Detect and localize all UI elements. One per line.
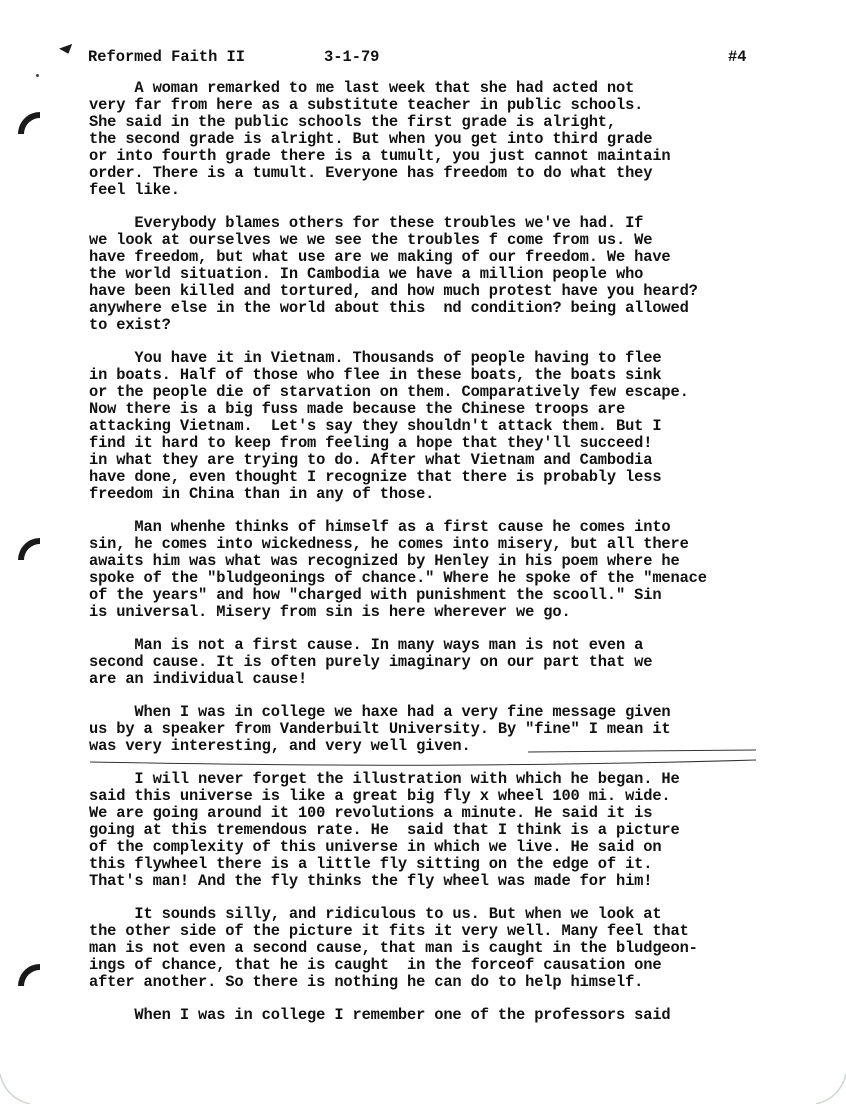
text-line: we look at ourselves we we see the troubles f come from us. We (89, 231, 653, 249)
text-line: sin, he comes into wickedness, he comes into misery, but all there (89, 535, 689, 553)
text-line: the other side of the picture it fits it very well. Many feel that (89, 922, 689, 940)
text-line: spoke of the "bludgeonings of chance." Where he spoke of the "menace (89, 569, 707, 587)
text-line: the world situation. In Cambodia we have a million people who (89, 265, 644, 283)
punch-hole-icon (18, 964, 40, 986)
text-line: have freedom, but what use are we making of our freedom. We have (89, 248, 671, 266)
text-line: We are going around it 100 revolutions a minute. He said it is (89, 804, 653, 822)
punch-hole-icon (18, 112, 40, 134)
page-corner-icon (806, 1064, 846, 1104)
text-line: I will never forget the illustration with which he began. He (89, 770, 680, 788)
text-line: in what they are trying to do. After what Vietnam and Cambodia (89, 451, 653, 469)
text-line: attacking Vietnam. Let's say they shouldn't attack them. But I (89, 417, 662, 435)
text-line: order. There is a tumult. Everyone has freedom to do what they (89, 164, 653, 182)
text-line: When I was in college we haxe had a very fine message given (89, 703, 671, 721)
text-line: is universal. Misery from sin is here wherever we go. (89, 603, 571, 621)
document-title: Reformed Faith II (88, 48, 246, 66)
text-line: have been killed and tortured, and how much protest have you heard? (89, 282, 698, 300)
text-line: feel like. (89, 181, 180, 199)
ink-dot (36, 74, 39, 77)
paragraph (89, 906, 809, 991)
paragraph (89, 771, 809, 890)
text-line: second cause. It is often purely imaginary on our part that we (89, 653, 653, 671)
text-line: to exist? (89, 316, 171, 334)
text-line: after another. So there is nothing he can do to help himself. (89, 973, 644, 991)
paragraph (89, 1007, 809, 1024)
text-line: awaits him was what was recognized by Henley in his poem where he (89, 552, 680, 570)
text-line: ings of chance, that he is caught in the forceof causation one (89, 956, 662, 974)
page-number: #4 (728, 48, 747, 66)
text-line: was very interesting, and very well given. (89, 737, 471, 755)
text-line: very far from here as a substitute teacher in public schools. (89, 96, 644, 114)
text-line: Now there is a big fuss made because the Chinese troops are (89, 400, 626, 418)
text-line: Man is not a first cause. In many ways man is not even a (89, 636, 644, 654)
text-line: Everybody blames others for these troubles we've had. If (89, 214, 644, 232)
paragraph (89, 519, 809, 621)
text-line: That's man! And the fly thinks the fly wheel was made for him! (89, 872, 653, 890)
document-date: 3-1-79 (324, 48, 380, 66)
arrow-mark-icon (59, 44, 75, 56)
paragraph (89, 350, 809, 503)
text-line: of the years" and how "charged with punishment the scooll." Sin (89, 586, 662, 604)
text-line: man is not even a second cause, that man is caught in the bludgeon- (89, 939, 698, 957)
text-line: are an individual cause! (89, 670, 308, 688)
text-line: us by a speaker from Vanderbuilt University. By "fine" I mean it (89, 720, 671, 738)
text-line: freedom in China than in any of those. (89, 485, 435, 503)
paragraph (89, 637, 809, 688)
text-line: A woman remarked to me last week that she had acted not (89, 79, 635, 97)
text-line: You have it in Vietnam. Thousands of people having to flee (89, 349, 662, 367)
page-header (88, 47, 758, 67)
text-line: said this universe is like a great big fly x wheel 100 mi. wide. (89, 787, 671, 805)
pen-underline-icon (88, 748, 758, 770)
text-line: going at this tremendous rate. He said that I think is a picture (89, 821, 680, 839)
text-line: or the people die of starvation on them. Comparatively few escape. (89, 383, 689, 401)
text-line: It sounds silly, and ridiculous to us. But when we look at (89, 905, 662, 923)
text-line: anywhere else in the world about this nd condition? being allowed (89, 299, 689, 317)
text-line: this flywheel there is a little fly sitting on the edge of it. (89, 855, 653, 873)
text-line: She said in the public schools the first grade is alright, (89, 113, 616, 131)
text-line: Man whenhe thinks of himself as a first cause he comes into (89, 518, 671, 536)
text-line: have done, even thought I recognize that there is probably less (89, 468, 662, 486)
paragraph (89, 215, 809, 334)
text-line: the second grade is alright. But when you get into third grade (89, 130, 653, 148)
paragraph (89, 80, 809, 199)
page-corner-icon (0, 1064, 40, 1104)
punch-hole-icon (18, 538, 40, 560)
text-line: of the complexity of this universe in which we live. He said on (89, 838, 662, 856)
text-line: in boats. Half of those who flee in these boats, the boats sink (89, 366, 662, 384)
text-line: or into fourth grade there is a tumult, you just cannot maintain (89, 147, 671, 165)
document-body (89, 80, 809, 1040)
text-line: When I was in college I remember one of the professors said (89, 1006, 671, 1024)
text-line: find it hard to keep from feeling a hope that they'll succeed! (89, 434, 653, 452)
